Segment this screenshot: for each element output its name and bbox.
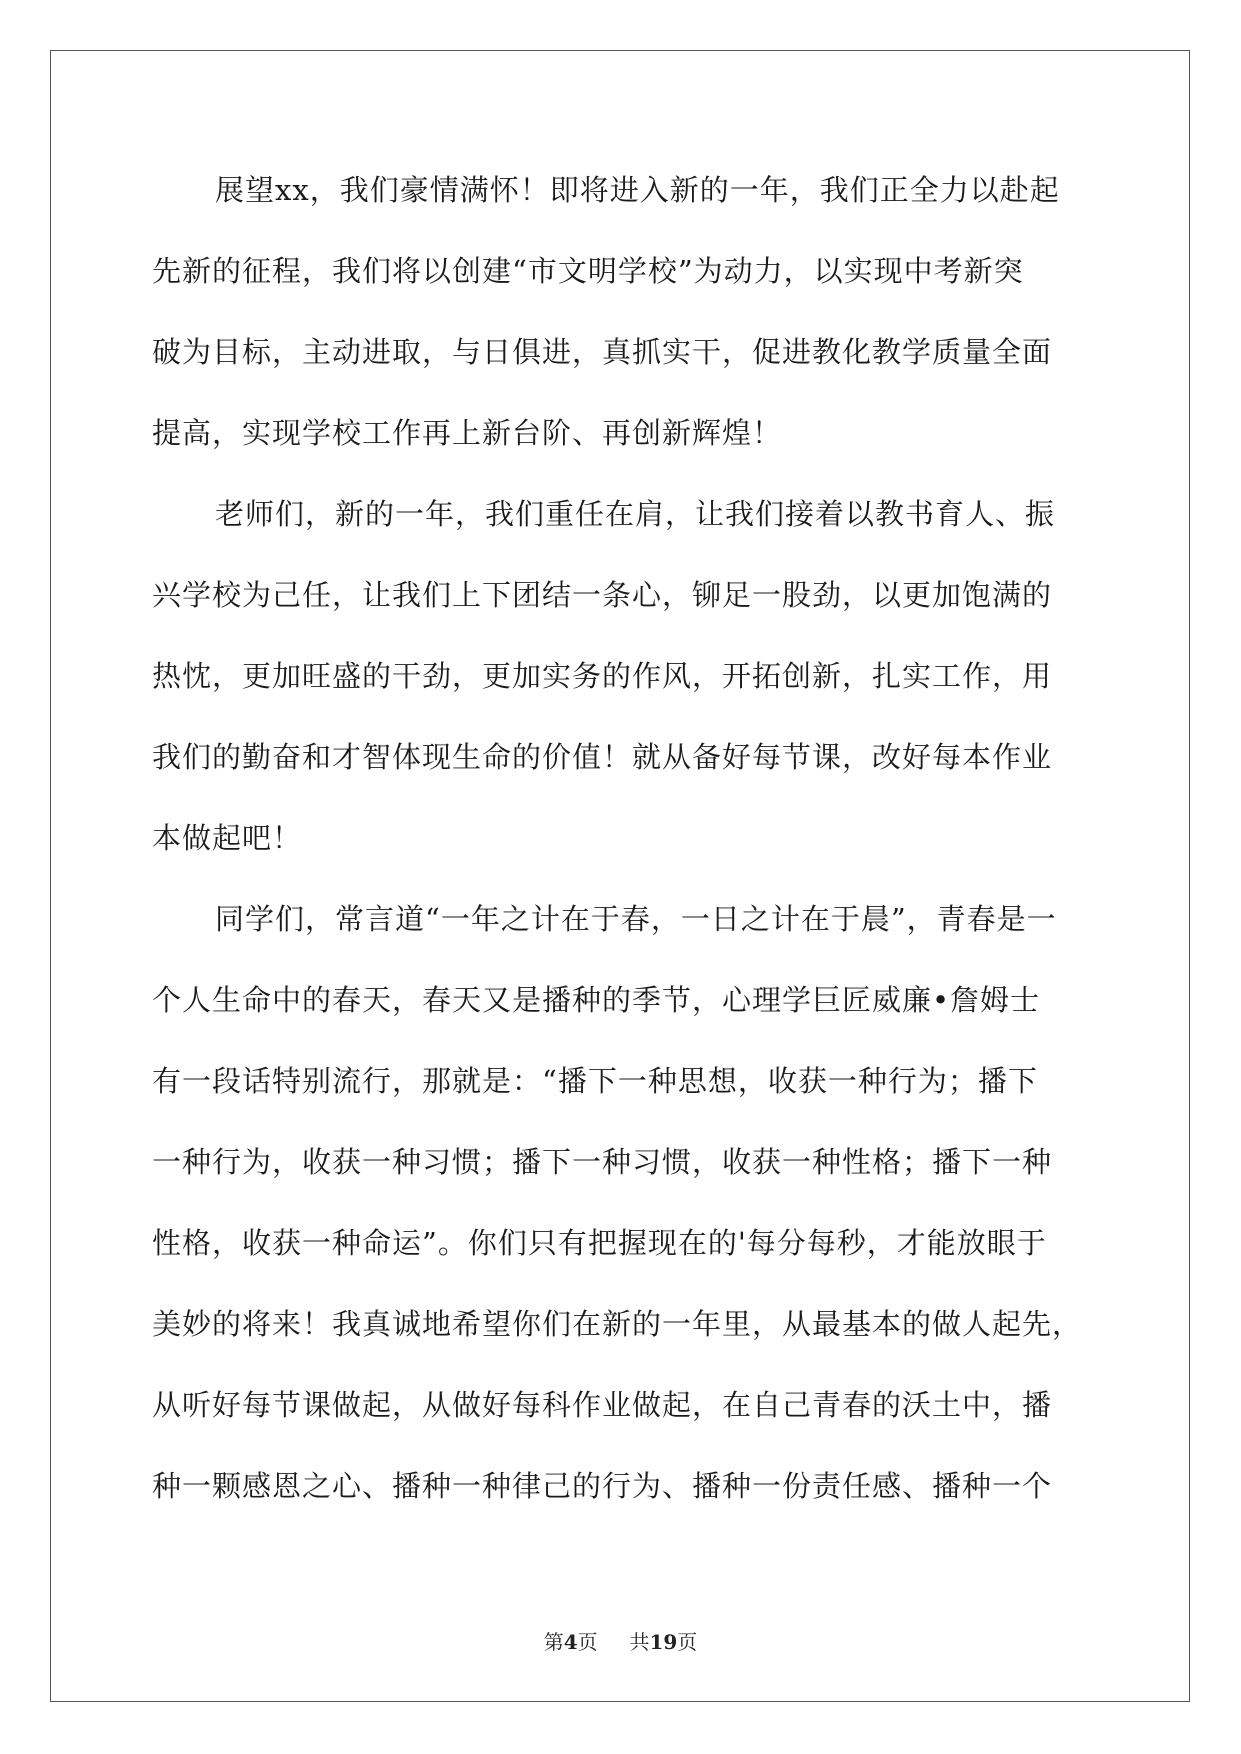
text-line: 从听好每节课做起，从做好每科作业做起，在自己青春的沃土中，播 [152,1388,1053,1422]
text-line: 性格，收获一种命运”。你们只有把握现在的'每分每秒，才能放眼于 [152,1226,1047,1260]
text-line: 热忱，更加旺盛的干劲，更加实务的作风，开拓创新，扎实工作，用 [152,659,1053,693]
paragraph [152,484,1092,889]
page-footer [0,1626,1241,1655]
text-line: 我们的勤奋和才智体现生命的价值！就从备好每节课，改好每本作业 [152,740,1053,774]
text-line: 有一段话特别流行，那就是：“播下一种思想，收获一种行为；播下 [152,1064,1038,1098]
text-line: 个人生命中的春天，春天又是播种的季节，心理学巨匠威廉•詹姆士 [152,983,1041,1017]
current-page-number: 4 [563,1630,578,1654]
text-line: 先新的征程，我们将以创建“市文明学校”为动力，以实现中考新突 [152,254,1024,288]
text-line: 种一颗感恩之心、播种一种律己的行为、播种一份责任感、播种一个 [152,1469,1053,1503]
paragraph [152,889,1092,1537]
text-line: 同学们，常言道“一年之计在于春，一日之计在于晨”，青春是一 [215,902,1057,936]
text-line: 兴学校为己任，让我们上下团结一条心，铆足一股劲，以更加饱满的 [152,578,1053,612]
text-line: 破为目标，主动进取，与日俱进，真抓实干，促进教化教学质量全面 [152,335,1053,369]
text-line: 美妙的将来！我真诚地希望你们在新的一年里，从最基本的做人起先， [152,1307,1083,1341]
paragraph [152,160,1092,484]
text-line: 展望xx，我们豪情满怀！即将进入新的一年，我们正全力以赴起 [215,173,1060,207]
text-line: 一种行为，收获一种习惯；播下一种习惯，收获一种性格；播下一种 [152,1145,1053,1179]
text-line: 本做起吧！ [152,821,303,855]
text-line: 提高，实现学校工作再上新台阶、再创新辉煌！ [152,416,783,450]
document-body [152,160,1092,1537]
text-line: 老师们，新的一年，我们重任在肩，让我们接着以教书育人、振 [215,497,1056,531]
page-number-label: 第4页 [543,1630,598,1654]
total-pages-number: 19 [649,1630,678,1654]
total-pages-label: 共19页 [629,1630,698,1654]
